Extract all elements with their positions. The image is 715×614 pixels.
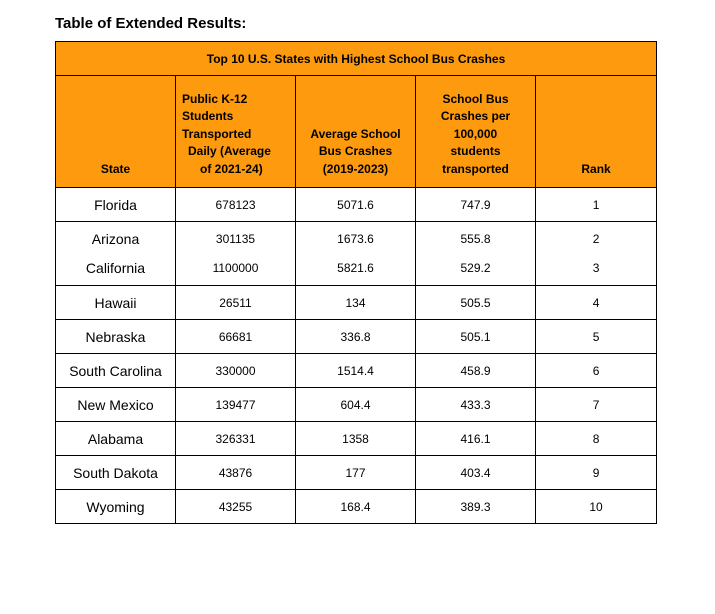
cell-crashes: 1673.6 5821.6 <box>296 222 416 286</box>
cell-rate: 555.8 529.2 <box>416 222 536 286</box>
table-row <box>56 286 657 320</box>
cell-rate: 505.5 <box>416 286 536 320</box>
header-crash-rate: School Bus Crashes per 100,000 students transported <box>416 76 536 188</box>
cell-state: Florida <box>56 188 176 222</box>
cell-students: 330000 <box>176 354 296 388</box>
cell-rank: 6 <box>536 354 657 388</box>
table-row <box>56 320 657 354</box>
cell-crashes: 134 <box>296 286 416 320</box>
cell-students: 26511 <box>176 286 296 320</box>
table-row <box>56 490 657 524</box>
cell-rate: 403.4 <box>416 456 536 490</box>
header-avg-crashes: Average School Bus Crashes (2019-2023) <box>296 76 416 188</box>
cell-state <box>56 222 176 286</box>
cell-crashes: 336.8 <box>296 320 416 354</box>
cell-crashes: 1358 <box>296 422 416 456</box>
results-table <box>55 41 657 524</box>
cell-students: 326331 <box>176 422 296 456</box>
table-row <box>56 222 657 286</box>
cell-rate: 416.1 <box>416 422 536 456</box>
cell-state: Nebraska <box>56 320 176 354</box>
cell-students: 43255 <box>176 490 296 524</box>
cell-rate: 458.9 <box>416 354 536 388</box>
cell-state: South Carolina <box>56 354 176 388</box>
header-students: Public K-12 Students Transported Daily (Average of 2021-24) <box>176 76 296 188</box>
cell-students: 301135 1100000 <box>176 222 296 286</box>
cell-rank: 10 <box>536 490 657 524</box>
cell-students: 139477 <box>176 388 296 422</box>
cell-rank: 9 <box>536 456 657 490</box>
cell-crashes: 1514.4 <box>296 354 416 388</box>
cell-rank: 5 <box>536 320 657 354</box>
cell-rank: 2 3 <box>536 222 657 286</box>
cell-state: Wyoming <box>56 490 176 524</box>
cell-rate: 433.3 <box>416 388 536 422</box>
cell-rank: 4 <box>536 286 657 320</box>
table-row <box>56 388 657 422</box>
cell-crashes: 168.4 <box>296 490 416 524</box>
table-row <box>56 456 657 490</box>
table-row-highlighted <box>56 354 657 388</box>
cell-crashes: 604.4 <box>296 388 416 422</box>
cell-state: Alabama <box>56 422 176 456</box>
cell-state: Hawaii <box>56 286 176 320</box>
cell-crashes: 5071.6 <box>296 188 416 222</box>
cell-students: 43876 <box>176 456 296 490</box>
page-heading: Table of Extended Results: <box>55 15 247 32</box>
cell-rate: 747.9 <box>416 188 536 222</box>
cell-state: New Mexico <box>56 388 176 422</box>
table-row <box>56 188 657 222</box>
cell-rank: 1 <box>536 188 657 222</box>
cell-rank: 8 <box>536 422 657 456</box>
cell-rank: 7 <box>536 388 657 422</box>
cell-state-arizona: Arizona <box>91 230 140 247</box>
cell-rate: 389.3 <box>416 490 536 524</box>
table-row <box>56 422 657 456</box>
cell-state-california: California <box>85 259 146 276</box>
cell-crashes: 177 <box>296 456 416 490</box>
table-title: Top 10 U.S. States with Highest School Bus Crashes <box>56 42 657 76</box>
header-state: State <box>56 76 176 188</box>
cell-students: 678123 <box>176 188 296 222</box>
cell-state: South Dakota <box>56 456 176 490</box>
header-rank: Rank <box>536 76 657 188</box>
cell-students: 66681 <box>176 320 296 354</box>
cell-rate: 505.1 <box>416 320 536 354</box>
